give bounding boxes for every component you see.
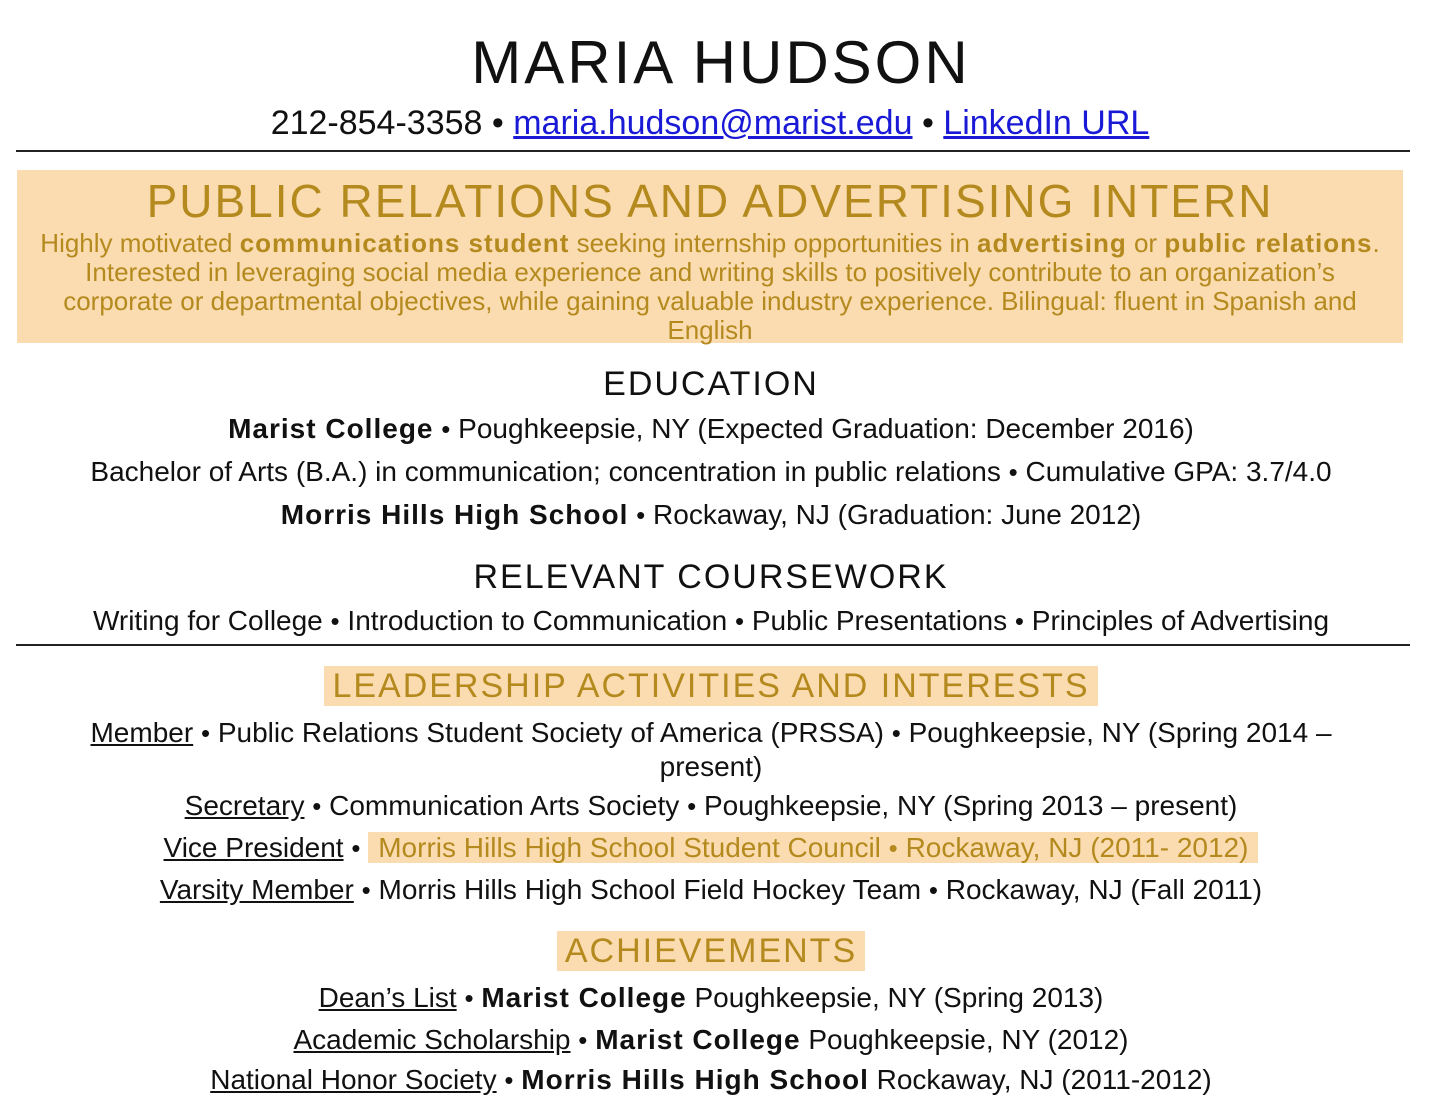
email-link[interactable]: maria.hudson@marist.edu [513, 104, 913, 142]
contact-line [0, 102, 1420, 144]
separator: • [912, 104, 944, 142]
linkedin-link[interactable]: LinkedIn URL [943, 104, 1150, 142]
coursework-heading: RELEVANT COURSEWORK [473, 558, 949, 596]
leadership-item: Member • Public Relations Student Society of America (PRSSA) • Poughkeepsie, NY (Spring 2014 – present) [90, 717, 1332, 782]
achievement-item: Academic Scholarship • Marist College Poughkeepsie, NY (2012) [293, 1024, 1129, 1055]
coursework-list: Writing for College • Introduction to Communication • Public Presentations • Principles of Advertising [92, 605, 1330, 636]
objective-title: PUBLIC RELATIONS AND ADVERTISING INTERN [146, 175, 1274, 227]
achievement-item: National Honor Society • Morris Hills High School Rockaway, NJ (2011-2012) [210, 1064, 1212, 1095]
highlighted-text: Morris Hills High School Student Council • Rockaway, NJ (2011- 2012) [368, 832, 1258, 863]
achievements-heading: ACHIEVEMENTS [0, 931, 1422, 971]
divider [16, 644, 1410, 646]
resume-name: MARIA HUDSON [471, 29, 971, 96]
separator: • [482, 104, 514, 142]
achievement-item: Dean’s List • Marist College Poughkeepsie, NY (Spring 2013) [318, 982, 1104, 1013]
objective-section [17, 170, 1403, 343]
leadership-item: Secretary • Communication Arts Society • Poughkeepsie, NY (Spring 2013 – present) [184, 790, 1238, 821]
leadership-heading: LEADERSHIP ACTIVITIES AND INTERESTS [0, 666, 1422, 706]
phone-number: 212-854-3358 [270, 104, 483, 142]
education-college: Marist College • Poughkeepsie, NY (Expected Graduation: December 2016) [228, 413, 1194, 444]
objective-summary: Highly motivated communications student seeking internship opportunities in advertising or public relations. Interested in leveraging social media experience and writing skills to positively contribute to an organization’s corporate or departmental objectives, while gaining valuable industry experience. Bilingual: fluent in Spanish and English [40, 228, 1380, 345]
leadership-item: Varsity Member • Morris Hills High School Field Hockey Team • Rockaway, NJ (Fall 2011) [159, 874, 1263, 905]
leadership-item: Vice President • Morris Hills High School Student Council • Rockaway, NJ (2011- 2012) [0, 831, 1422, 865]
education-heading: EDUCATION [603, 365, 819, 403]
education-highschool: Morris Hills High School • Rockaway, NJ (Graduation: June 2012) [280, 499, 1142, 530]
divider [16, 150, 1410, 152]
education-degree: Bachelor of Arts (B.A.) in communication; concentration in public relations • Cumulative GPA: 3.7/4.0 [90, 456, 1332, 487]
